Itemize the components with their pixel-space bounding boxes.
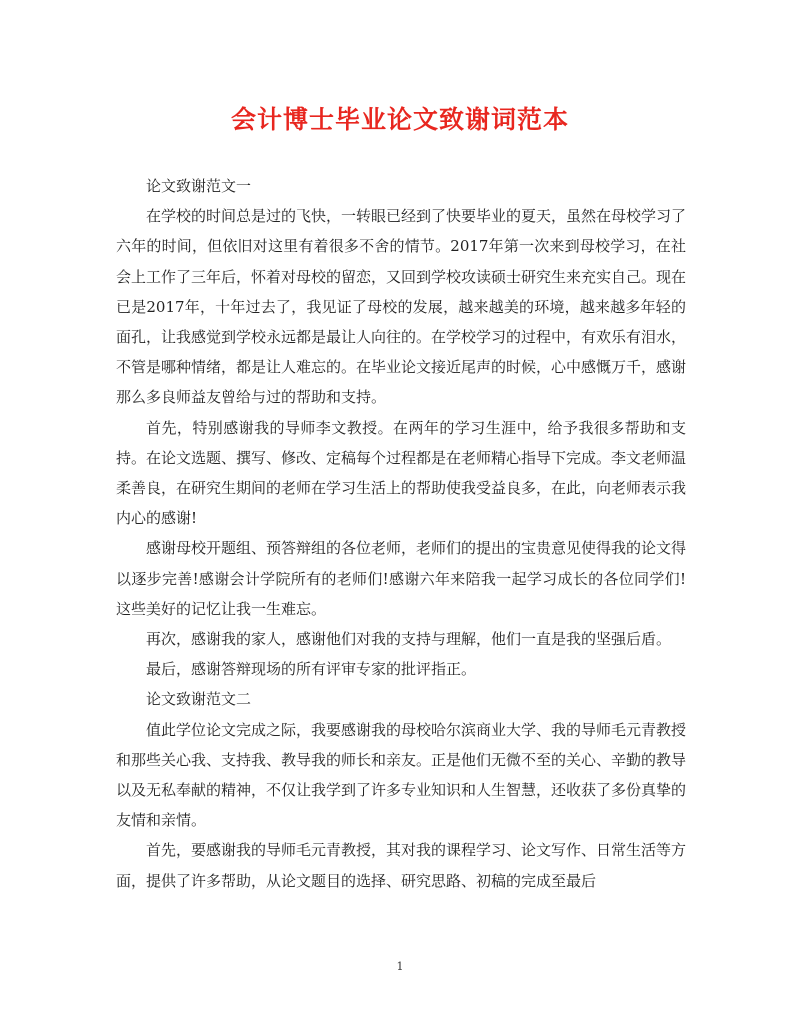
body-paragraph: 最后，感谢答辩现场的所有评审专家的批评指正。 [146, 660, 477, 679]
body-paragraph: 值此学位论文完成之际，我要感谢我的母校哈尔滨商业大学、我的导师毛元青教授和那些关心我、支持我、教导我的师长和亲友。正是他们无微不至的关心、辛勤的教导以及无私奉献的精神，不仅让我学到了许多专业知识和人生智慧，还收获了多份真挚的友情和亲情。 [116, 720, 687, 830]
body-paragraph: 首先，要感谢我的导师毛元青教授，其对我的课程学习、论文写作、日常生活等方面，提供了许多帮助，从论文题目的选择、研究思路、初稿的完成至最后 [116, 841, 687, 890]
page-number: 1 [396, 960, 404, 973]
body-paragraph: 再次，感谢我的家人，感谢他们对我的支持与理解，他们一直是我的坚强后盾。 [146, 630, 672, 649]
document-title: 会计博士毕业论文致谢词范本 [230, 105, 569, 134]
document-body [116, 171, 686, 896]
body-paragraph: 首先，特别感谢我的导师李文教授。在两年的学习生涯中，给予我很多帮助和支持。在论文选题、撰写、修改、定稿每个过程都是在老师精心指导下完成。李文老师温柔善良，在研究生期间的老师在学习生活上的帮助使我受益良多，在此，向老师表示我内心的感谢! [116, 418, 687, 528]
section-heading: 论文致谢范文二 [146, 690, 252, 709]
body-paragraph: 在学校的时间总是过的飞快，一转眼已经到了快要毕业的夏天，虽然在母校学习了六年的时间，但依旧对这里有着很多不舍的情节。2017年第一次来到母校学习，在社会上工作了三年后，怀着对母校的留恋，又回到学校攻读硕士研究生来充实自己。现在已是2017年，十年过去了，我见证了母校的发展，越来越美的环境，越来越多年轻的面孔，让我感觉到学校永远都是最让人向往的。在学校学习的过程中，有欢乐有泪水，不管是哪种情绪，都是让人难忘的。在毕业论文接近尾声的时候，心中感慨万千，感谢那么多良师益友曾给与过的帮助和支持。 [116, 207, 687, 407]
body-paragraph: 感谢母校开题组、预答辩组的各位老师，老师们的提出的宝贵意见使得我的论文得以逐步完善!感谢会计学院所有的老师们!感谢六年来陪我一起学习成长的各位同学们!这些美好的记忆让我一生难忘。 [116, 539, 687, 618]
section-heading: 论文致谢范文一 [146, 177, 252, 195]
